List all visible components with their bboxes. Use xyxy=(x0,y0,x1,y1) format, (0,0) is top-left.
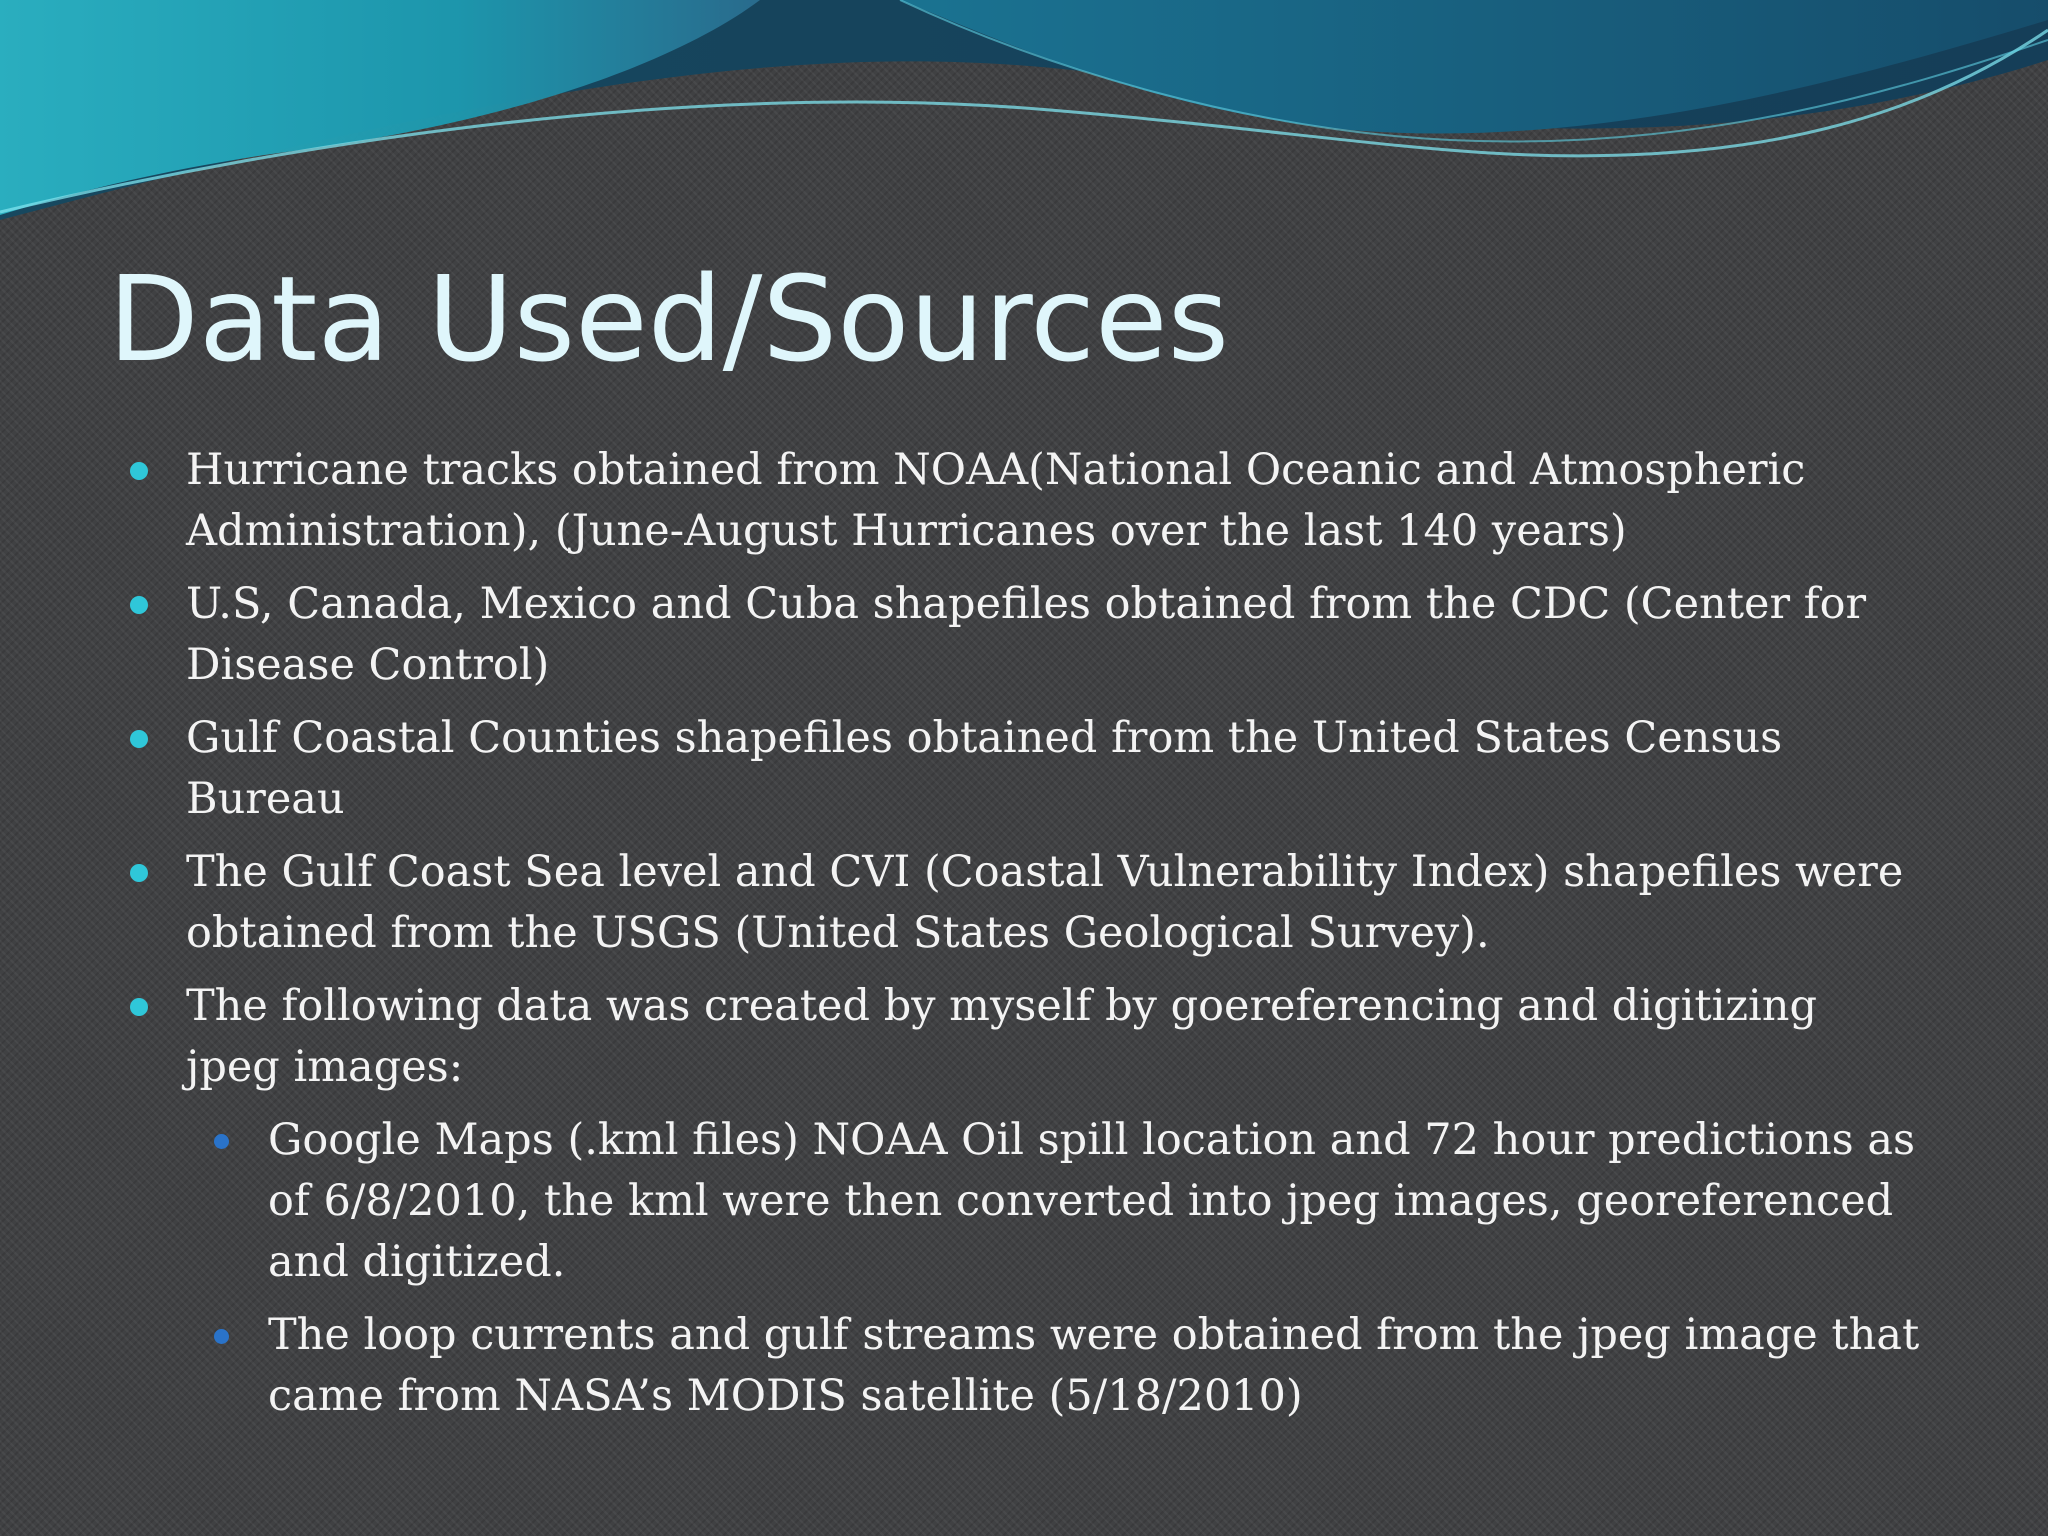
bullet-icon xyxy=(130,462,148,480)
bullet-text: The Gulf Coast Sea level and CVI (Coastal Vulnerability Index) shapefiles were obtained from the USGS (United States Geological Survey). xyxy=(186,847,1904,958)
list-item xyxy=(120,574,1920,696)
sub-bullet-icon xyxy=(214,1329,229,1344)
bullet-text: The following data was created by myself by goereferencing and digitizing jpeg images: xyxy=(186,981,1817,1092)
bullet-icon xyxy=(130,864,148,882)
list-item xyxy=(120,708,1920,830)
sub-list-item xyxy=(186,1110,1920,1293)
list-item xyxy=(120,440,1920,562)
bullet-list xyxy=(120,440,1920,1427)
bullet-icon xyxy=(130,730,148,748)
bullet-icon xyxy=(130,998,148,1016)
slide-title: Data Used/Sources xyxy=(108,250,1230,388)
list-item xyxy=(120,842,1920,964)
bullet-icon xyxy=(130,596,148,614)
bullet-text: Gulf Coastal Counties shapefiles obtained from the United States Census Bureau xyxy=(186,713,1783,824)
sub-bullet-text: The loop currents and gulf streams were obtained from the jpeg image that came from NASA’s MODIS satellite (5/18/2010) xyxy=(268,1310,1920,1421)
slide-content xyxy=(120,440,1920,1439)
list-item xyxy=(120,976,1920,1427)
bullet-text: Hurricane tracks obtained from NOAA(National Oceanic and Atmospheric Administration), (June-August Hurricanes over the last 140 years) xyxy=(186,445,1806,556)
sub-bullet-text: Google Maps (.kml files) NOAA Oil spill location and 72 hour predictions as of 6/8/2010, the kml were then converted into jpeg images, georeferenced and digitized. xyxy=(268,1115,1916,1287)
header-wave-decoration xyxy=(0,0,2048,260)
wave-front xyxy=(0,0,760,215)
sub-bullet-list xyxy=(186,1110,1920,1427)
bullet-text: U.S, Canada, Mexico and Cuba shapefiles obtained from the CDC (Center for Disease Control) xyxy=(186,579,1867,690)
sub-bullet-icon xyxy=(214,1134,229,1149)
sub-list-item xyxy=(186,1305,1920,1427)
